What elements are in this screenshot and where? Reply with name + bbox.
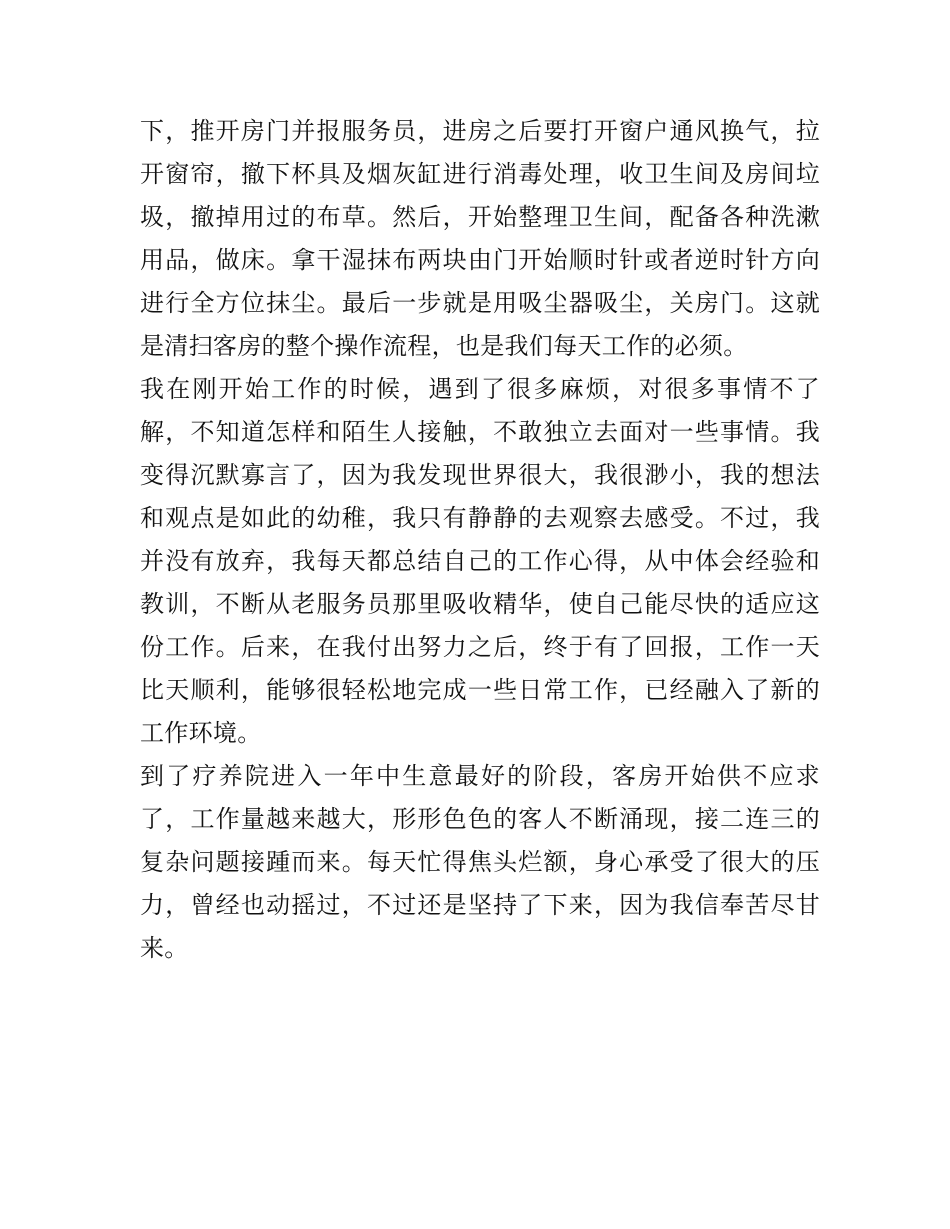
text-line: 到了疗养院进入一年中生意最好的阶段，客房开始供不应求 bbox=[140, 762, 820, 790]
text-line: 圾，撤掉用过的布草。然后，开始整理卫生间，配备各种洗漱 bbox=[140, 203, 820, 231]
text-line: 教训，不断从老服务员那里吸收精华，使自己能尽快的适应这 bbox=[140, 590, 820, 618]
text-line: 解，不知道怎样和陌生人接触，不敢独立去面对一些事情。我 bbox=[140, 418, 820, 446]
text-line: 力，曾经也动摇过，不过还是坚持了下来，因为我信奉苦尽甘 bbox=[140, 891, 820, 919]
document-body bbox=[140, 110, 820, 970]
text-line: 和观点是如此的幼稚，我只有静静的去观察去感受。不过，我 bbox=[140, 504, 820, 532]
text-line: 比天顺利，能够很轻松地完成一些日常工作，已经融入了新的 bbox=[140, 676, 820, 704]
text-line: 下，推开房门并报服务员，进房之后要打开窗户通风换气，拉 bbox=[140, 117, 820, 145]
paragraph-1 bbox=[140, 110, 820, 368]
text-line: 变得沉默寡言了，因为我发现世界很大，我很渺小，我的想法 bbox=[140, 461, 820, 489]
text-line: 来。 bbox=[140, 934, 189, 962]
text-line: 并没有放弃，我每天都总结自己的工作心得，从中体会经验和 bbox=[140, 547, 820, 575]
paragraph-2 bbox=[140, 368, 820, 755]
text-line: 工作环境。 bbox=[140, 719, 262, 747]
text-line: 份工作。后来，在我付出努力之后，终于有了回报，工作一天 bbox=[140, 633, 820, 661]
text-line: 复杂问题接踵而来。每天忙得焦头烂额，身心承受了很大的压 bbox=[140, 848, 820, 876]
text-line: 开窗帘，撤下杯具及烟灰缸进行消毒处理，收卫生间及房间垃 bbox=[140, 160, 820, 188]
text-line: 是清扫客房的整个操作流程，也是我们每天工作的必须。 bbox=[140, 332, 748, 360]
text-line: 了，工作量越来越大，形形色色的客人不断涌现，接二连三的 bbox=[140, 805, 820, 833]
text-line: 我在刚开始工作的时候，遇到了很多麻烦，对很多事情不了 bbox=[140, 375, 820, 403]
text-line: 用品，做床。拿干湿抹布两块由门开始顺时针或者逆时针方向 bbox=[140, 246, 820, 274]
paragraph-3 bbox=[140, 755, 820, 970]
text-line: 进行全方位抹尘。最后一步就是用吸尘器吸尘，关房门。这就 bbox=[140, 289, 820, 317]
